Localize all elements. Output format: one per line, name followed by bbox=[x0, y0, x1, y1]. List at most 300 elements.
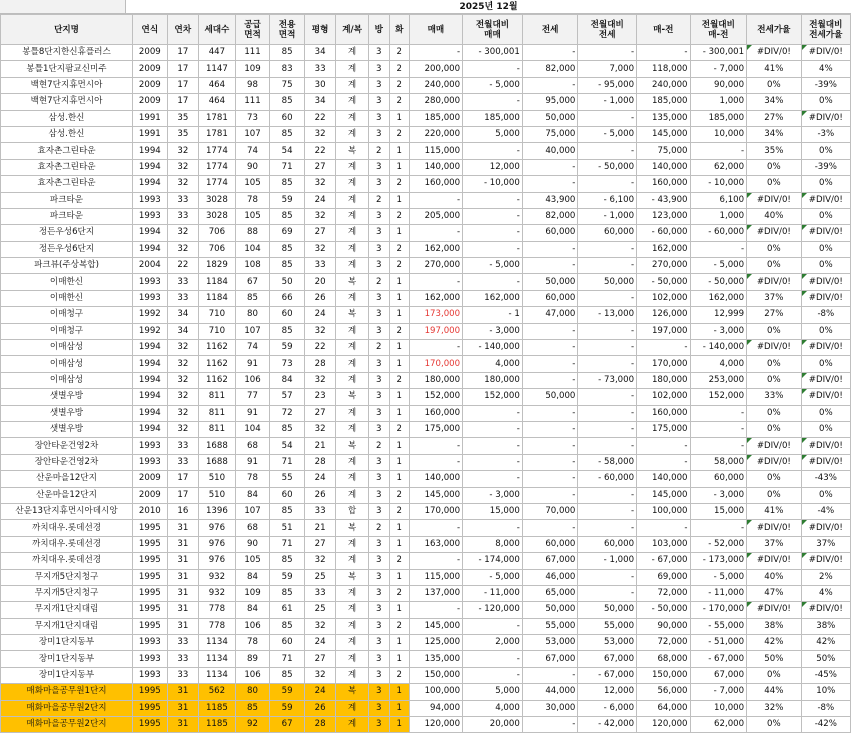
table-cell[interactable]: 계 bbox=[336, 356, 368, 372]
table-cell[interactable]: 84 bbox=[235, 487, 270, 503]
table-cell[interactable]: 2 bbox=[368, 438, 389, 454]
table-cell[interactable]: 2% bbox=[801, 569, 850, 585]
table-cell[interactable]: #DIV/0! bbox=[801, 372, 850, 388]
table-cell[interactable]: 82,000 bbox=[522, 208, 578, 224]
table-cell[interactable]: - 7,000 bbox=[690, 684, 747, 700]
table-cell[interactable]: -39% bbox=[801, 77, 850, 93]
table-cell[interactable]: 1 bbox=[389, 717, 409, 733]
column-header[interactable]: 매매 bbox=[409, 15, 462, 45]
table-cell[interactable]: 75,000 bbox=[637, 143, 690, 159]
complex-name-cell[interactable]: 무지개1단지대림 bbox=[1, 602, 133, 618]
table-cell[interactable]: #DIV/0! bbox=[801, 389, 850, 405]
table-cell[interactable]: 90,000 bbox=[637, 618, 690, 634]
table-cell[interactable]: 계 bbox=[336, 192, 368, 208]
table-cell[interactable]: 162,000 bbox=[463, 290, 523, 306]
table-cell[interactable]: 60 bbox=[270, 635, 305, 651]
table-cell[interactable]: 106 bbox=[235, 667, 270, 683]
table-cell[interactable]: 2 bbox=[389, 208, 409, 224]
table-cell[interactable]: - 11,000 bbox=[463, 585, 523, 601]
table-cell[interactable]: 1 bbox=[389, 635, 409, 651]
complex-name-cell[interactable]: 이매삼성 bbox=[1, 372, 133, 388]
table-cell[interactable]: 1 bbox=[389, 159, 409, 175]
table-cell[interactable]: 84 bbox=[270, 372, 305, 388]
table-cell[interactable]: 33 bbox=[304, 503, 335, 519]
table-cell[interactable]: 10,000 bbox=[690, 126, 747, 142]
table-cell[interactable]: -39% bbox=[801, 159, 850, 175]
table-cell[interactable]: 1147 bbox=[199, 61, 236, 77]
table-cell[interactable]: 68,000 bbox=[637, 651, 690, 667]
table-cell[interactable]: 0% bbox=[801, 208, 850, 224]
table-cell[interactable]: - bbox=[463, 225, 523, 241]
table-cell[interactable]: 0% bbox=[747, 487, 802, 503]
table-cell[interactable]: 8,000 bbox=[463, 536, 523, 552]
table-cell[interactable]: 1396 bbox=[199, 503, 236, 519]
table-cell[interactable]: 0% bbox=[747, 405, 802, 421]
table-cell[interactable]: 계 bbox=[336, 94, 368, 110]
table-cell[interactable]: 54 bbox=[270, 438, 305, 454]
table-cell[interactable]: 계 bbox=[336, 340, 368, 356]
table-cell[interactable]: - 51,000 bbox=[690, 635, 747, 651]
table-cell[interactable]: 계 bbox=[336, 208, 368, 224]
table-cell[interactable]: - bbox=[409, 520, 462, 536]
table-cell[interactable]: 3 bbox=[368, 405, 389, 421]
table-cell[interactable]: 0% bbox=[801, 258, 850, 274]
table-cell[interactable]: 2009 bbox=[133, 94, 168, 110]
table-cell[interactable]: 47,000 bbox=[522, 307, 578, 323]
column-header[interactable]: 매-전 bbox=[637, 15, 690, 45]
column-header[interactable]: 화 bbox=[389, 15, 409, 45]
table-cell[interactable]: #DIV/0! bbox=[747, 454, 802, 470]
table-cell[interactable]: - 60,000 bbox=[637, 225, 690, 241]
table-cell[interactable]: 계 bbox=[336, 717, 368, 733]
table-cell[interactable]: 27 bbox=[304, 159, 335, 175]
table-cell[interactable]: 67,000 bbox=[690, 667, 747, 683]
table-cell[interactable]: 계 bbox=[336, 45, 368, 61]
column-header[interactable]: 세대수 bbox=[199, 15, 236, 45]
table-cell[interactable]: 85 bbox=[270, 323, 305, 339]
table-cell[interactable]: 계 bbox=[336, 487, 368, 503]
table-cell[interactable]: 1995 bbox=[133, 618, 168, 634]
table-cell[interactable]: 175,000 bbox=[637, 421, 690, 437]
table-cell[interactable]: - bbox=[637, 45, 690, 61]
table-cell[interactable]: 12,000 bbox=[578, 684, 637, 700]
table-cell[interactable]: 4% bbox=[801, 61, 850, 77]
table-cell[interactable]: - bbox=[463, 94, 523, 110]
table-cell[interactable]: 89 bbox=[235, 651, 270, 667]
table-cell[interactable]: - 55,000 bbox=[690, 618, 747, 634]
table-cell[interactable]: 43,900 bbox=[522, 192, 578, 208]
table-cell[interactable]: 42% bbox=[801, 635, 850, 651]
table-cell[interactable]: 811 bbox=[199, 389, 236, 405]
table-cell[interactable]: - bbox=[522, 454, 578, 470]
table-cell[interactable]: 37% bbox=[747, 290, 802, 306]
table-cell[interactable]: 31 bbox=[167, 602, 198, 618]
table-cell[interactable]: 복 bbox=[336, 438, 368, 454]
complex-name-cell[interactable]: 파크뷰(주상복합) bbox=[1, 258, 133, 274]
table-cell[interactable]: 1134 bbox=[199, 635, 236, 651]
table-cell[interactable]: 118,000 bbox=[637, 61, 690, 77]
table-cell[interactable]: 1 bbox=[389, 192, 409, 208]
table-cell[interactable]: 91 bbox=[235, 356, 270, 372]
table-cell[interactable]: 65,000 bbox=[522, 585, 578, 601]
table-cell[interactable]: 32 bbox=[304, 176, 335, 192]
table-cell[interactable]: 1162 bbox=[199, 356, 236, 372]
table-cell[interactable]: 115,000 bbox=[409, 143, 462, 159]
table-cell[interactable]: -8% bbox=[801, 700, 850, 716]
table-cell[interactable]: 185,000 bbox=[690, 110, 747, 126]
table-cell[interactable]: 1 bbox=[389, 225, 409, 241]
table-cell[interactable]: 108 bbox=[235, 258, 270, 274]
table-cell[interactable]: 67,000 bbox=[522, 651, 578, 667]
table-cell[interactable]: 67 bbox=[235, 274, 270, 290]
table-cell[interactable]: 32 bbox=[167, 159, 198, 175]
table-cell[interactable]: 복 bbox=[336, 520, 368, 536]
table-cell[interactable]: 1993 bbox=[133, 635, 168, 651]
complex-name-cell[interactable]: 이매삼성 bbox=[1, 356, 133, 372]
table-cell[interactable]: - 11,000 bbox=[690, 585, 747, 601]
table-cell[interactable]: 3 bbox=[368, 389, 389, 405]
table-cell[interactable]: 75,000 bbox=[522, 126, 578, 142]
table-cell[interactable]: 복 bbox=[336, 143, 368, 159]
table-cell[interactable]: 140,000 bbox=[637, 159, 690, 175]
table-cell[interactable]: 175,000 bbox=[409, 421, 462, 437]
table-cell[interactable]: - 67,000 bbox=[578, 667, 637, 683]
table-cell[interactable]: 32 bbox=[167, 421, 198, 437]
table-cell[interactable]: 60 bbox=[270, 307, 305, 323]
table-cell[interactable]: 32 bbox=[167, 340, 198, 356]
table-cell[interactable]: - bbox=[690, 520, 747, 536]
table-cell[interactable]: - bbox=[409, 553, 462, 569]
complex-name-cell[interactable]: 산운마을12단지 bbox=[1, 487, 133, 503]
table-cell[interactable]: 3 bbox=[368, 307, 389, 323]
table-cell[interactable]: 180,000 bbox=[409, 372, 462, 388]
table-cell[interactable]: 31 bbox=[167, 684, 198, 700]
table-cell[interactable]: 32 bbox=[167, 389, 198, 405]
complex-name-cell[interactable]: 장안타운건영2차 bbox=[1, 454, 133, 470]
table-cell[interactable]: #DIV/0! bbox=[801, 274, 850, 290]
table-cell[interactable]: - bbox=[463, 405, 523, 421]
table-cell[interactable]: 84 bbox=[235, 602, 270, 618]
table-cell[interactable]: 33 bbox=[167, 290, 198, 306]
table-cell[interactable]: 복 bbox=[336, 389, 368, 405]
table-cell[interactable]: 1992 bbox=[133, 323, 168, 339]
table-cell[interactable]: 145,000 bbox=[409, 487, 462, 503]
table-cell[interactable]: 계 bbox=[336, 635, 368, 651]
table-cell[interactable]: 111 bbox=[235, 94, 270, 110]
table-cell[interactable]: 85 bbox=[270, 258, 305, 274]
table-cell[interactable]: 2 bbox=[389, 667, 409, 683]
table-cell[interactable]: - bbox=[522, 45, 578, 61]
table-cell[interactable]: 1162 bbox=[199, 340, 236, 356]
table-cell[interactable]: 1993 bbox=[133, 192, 168, 208]
table-cell[interactable]: - bbox=[463, 471, 523, 487]
table-cell[interactable]: 1184 bbox=[199, 274, 236, 290]
table-cell[interactable]: #DIV/0! bbox=[747, 438, 802, 454]
table-cell[interactable]: 계 bbox=[336, 290, 368, 306]
table-cell[interactable]: 1 bbox=[389, 700, 409, 716]
table-cell[interactable]: 1995 bbox=[133, 602, 168, 618]
complex-name-cell[interactable]: 샛별우방 bbox=[1, 405, 133, 421]
table-cell[interactable]: 180,000 bbox=[463, 372, 523, 388]
table-cell[interactable]: 85 bbox=[270, 176, 305, 192]
table-cell[interactable]: 85 bbox=[270, 618, 305, 634]
table-cell[interactable]: 34 bbox=[167, 323, 198, 339]
table-cell[interactable]: - bbox=[522, 241, 578, 257]
complex-name-cell[interactable]: 산운13단지휴먼시아데시앙 bbox=[1, 503, 133, 519]
table-cell[interactable]: 1688 bbox=[199, 438, 236, 454]
table-cell[interactable]: 135,000 bbox=[409, 651, 462, 667]
table-cell[interactable]: 30,000 bbox=[522, 700, 578, 716]
table-cell[interactable]: 1994 bbox=[133, 421, 168, 437]
table-cell[interactable]: - 173,000 bbox=[690, 553, 747, 569]
table-cell[interactable]: 계 bbox=[336, 585, 368, 601]
table-cell[interactable]: #DIV/0! bbox=[747, 553, 802, 569]
column-header[interactable]: 전월대비 전세 bbox=[578, 15, 637, 45]
table-cell[interactable]: - bbox=[463, 208, 523, 224]
table-cell[interactable]: - 140,000 bbox=[463, 340, 523, 356]
table-cell[interactable]: #DIV/0! bbox=[801, 553, 850, 569]
table-cell[interactable]: - 300,001 bbox=[463, 45, 523, 61]
table-cell[interactable]: - bbox=[409, 225, 462, 241]
table-cell[interactable]: 17 bbox=[167, 61, 198, 77]
table-cell[interactable]: 2 bbox=[368, 520, 389, 536]
table-cell[interactable]: 91 bbox=[235, 405, 270, 421]
table-cell[interactable]: 12,000 bbox=[463, 159, 523, 175]
table-cell[interactable]: 2 bbox=[389, 45, 409, 61]
table-cell[interactable]: 3 bbox=[368, 536, 389, 552]
table-cell[interactable]: - 60,000 bbox=[578, 471, 637, 487]
table-cell[interactable]: 71 bbox=[270, 536, 305, 552]
complex-name-cell[interactable]: 까치대우.롯데선경 bbox=[1, 553, 133, 569]
complex-name-cell[interactable]: 삼성.한신 bbox=[1, 126, 133, 142]
table-cell[interactable]: 0% bbox=[747, 372, 802, 388]
table-cell[interactable]: 932 bbox=[199, 585, 236, 601]
table-cell[interactable]: - bbox=[578, 258, 637, 274]
table-cell[interactable]: 85 bbox=[270, 553, 305, 569]
table-cell[interactable]: 185,000 bbox=[463, 110, 523, 126]
table-cell[interactable]: 2009 bbox=[133, 487, 168, 503]
table-cell[interactable]: 3 bbox=[368, 176, 389, 192]
table-cell[interactable]: - bbox=[409, 602, 462, 618]
table-cell[interactable]: 90 bbox=[235, 536, 270, 552]
table-cell[interactable]: - bbox=[522, 520, 578, 536]
table-cell[interactable]: 2009 bbox=[133, 471, 168, 487]
table-cell[interactable]: 41% bbox=[747, 503, 802, 519]
table-cell[interactable]: 계 bbox=[336, 110, 368, 126]
table-cell[interactable]: 15,000 bbox=[690, 503, 747, 519]
table-cell[interactable]: 111 bbox=[235, 45, 270, 61]
table-cell[interactable]: 7,000 bbox=[578, 61, 637, 77]
table-cell[interactable]: 4% bbox=[801, 585, 850, 601]
table-cell[interactable]: 67,000 bbox=[578, 651, 637, 667]
table-cell[interactable]: - bbox=[578, 176, 637, 192]
table-cell[interactable]: 3 bbox=[368, 372, 389, 388]
table-cell[interactable]: - bbox=[463, 618, 523, 634]
table-cell[interactable]: 0% bbox=[801, 356, 850, 372]
table-cell[interactable]: - 3,000 bbox=[690, 323, 747, 339]
table-cell[interactable]: 69 bbox=[270, 225, 305, 241]
table-cell[interactable]: 1 bbox=[389, 405, 409, 421]
table-cell[interactable]: 33 bbox=[167, 192, 198, 208]
table-cell[interactable]: - 140,000 bbox=[690, 340, 747, 356]
table-cell[interactable]: 78 bbox=[235, 471, 270, 487]
table-cell[interactable]: 72,000 bbox=[637, 585, 690, 601]
table-cell[interactable]: 31 bbox=[167, 569, 198, 585]
table-cell[interactable]: 510 bbox=[199, 487, 236, 503]
table-cell[interactable]: 1 bbox=[389, 274, 409, 290]
table-cell[interactable]: 44% bbox=[747, 684, 802, 700]
table-cell[interactable]: 3 bbox=[368, 159, 389, 175]
table-cell[interactable]: 464 bbox=[199, 77, 236, 93]
table-cell[interactable]: 1 bbox=[389, 389, 409, 405]
table-cell[interactable]: 34% bbox=[747, 126, 802, 142]
table-cell[interactable]: 145,000 bbox=[637, 126, 690, 142]
column-header[interactable]: 전월대비 매매 bbox=[463, 15, 523, 45]
table-cell[interactable]: 1994 bbox=[133, 159, 168, 175]
table-cell[interactable]: 27 bbox=[304, 225, 335, 241]
table-cell[interactable]: 60,000 bbox=[522, 290, 578, 306]
table-cell[interactable]: 1 bbox=[389, 471, 409, 487]
table-cell[interactable]: 20,000 bbox=[463, 717, 523, 733]
table-cell[interactable]: 976 bbox=[199, 536, 236, 552]
table-cell[interactable]: 1994 bbox=[133, 356, 168, 372]
table-cell[interactable]: #DIV/0! bbox=[747, 192, 802, 208]
column-header[interactable]: 단지명 bbox=[1, 15, 133, 45]
table-cell[interactable]: 78 bbox=[235, 635, 270, 651]
table-cell[interactable]: - bbox=[690, 438, 747, 454]
table-cell[interactable]: 1994 bbox=[133, 405, 168, 421]
table-cell[interactable]: 1994 bbox=[133, 241, 168, 257]
table-cell[interactable]: 160,000 bbox=[637, 176, 690, 192]
table-cell[interactable]: 1993 bbox=[133, 290, 168, 306]
table-cell[interactable]: 0% bbox=[747, 471, 802, 487]
table-cell[interactable]: 34% bbox=[747, 94, 802, 110]
table-cell[interactable]: 150,000 bbox=[409, 667, 462, 683]
table-cell[interactable]: -45% bbox=[801, 667, 850, 683]
table-cell[interactable]: 135,000 bbox=[637, 110, 690, 126]
table-cell[interactable]: 38% bbox=[801, 618, 850, 634]
complex-name-cell[interactable]: 삼성.한신 bbox=[1, 110, 133, 126]
table-cell[interactable]: 0% bbox=[747, 421, 802, 437]
table-cell[interactable]: 1774 bbox=[199, 176, 236, 192]
table-cell[interactable]: -42% bbox=[801, 717, 850, 733]
table-cell[interactable]: 3 bbox=[368, 454, 389, 470]
table-cell[interactable]: - bbox=[463, 454, 523, 470]
table-cell[interactable]: - 3,000 bbox=[463, 487, 523, 503]
table-cell[interactable]: 60,000 bbox=[578, 536, 637, 552]
table-cell[interactable]: - bbox=[522, 372, 578, 388]
table-cell[interactable]: 27% bbox=[747, 110, 802, 126]
table-cell[interactable]: 계 bbox=[336, 421, 368, 437]
table-cell[interactable]: - 5,000 bbox=[463, 77, 523, 93]
table-cell[interactable]: - bbox=[409, 438, 462, 454]
table-cell[interactable]: - bbox=[522, 405, 578, 421]
table-cell[interactable]: 1993 bbox=[133, 274, 168, 290]
table-cell[interactable]: - 5,000 bbox=[578, 126, 637, 142]
table-cell[interactable]: 1 bbox=[389, 569, 409, 585]
table-cell[interactable]: 25 bbox=[304, 569, 335, 585]
table-cell[interactable]: 162,000 bbox=[637, 241, 690, 257]
table-cell[interactable]: 109 bbox=[235, 61, 270, 77]
column-header[interactable]: 계/복 bbox=[336, 15, 368, 45]
table-cell[interactable]: 152,000 bbox=[409, 389, 462, 405]
table-cell[interactable]: 1993 bbox=[133, 651, 168, 667]
table-cell[interactable]: 1994 bbox=[133, 225, 168, 241]
table-cell[interactable]: 32 bbox=[304, 323, 335, 339]
table-cell[interactable]: 270,000 bbox=[409, 258, 462, 274]
table-cell[interactable]: 복 bbox=[336, 569, 368, 585]
table-cell[interactable]: 50,000 bbox=[522, 389, 578, 405]
table-cell[interactable]: 62,000 bbox=[690, 159, 747, 175]
table-cell[interactable]: 3 bbox=[368, 208, 389, 224]
table-cell[interactable]: #DIV/0! bbox=[801, 520, 850, 536]
table-cell[interactable]: 1134 bbox=[199, 667, 236, 683]
table-cell[interactable]: 50,000 bbox=[578, 602, 637, 618]
table-cell[interactable]: - bbox=[578, 110, 637, 126]
table-cell[interactable]: 510 bbox=[199, 471, 236, 487]
table-cell[interactable]: 75 bbox=[270, 77, 305, 93]
table-cell[interactable]: - bbox=[463, 241, 523, 257]
table-cell[interactable]: 35 bbox=[167, 126, 198, 142]
table-cell[interactable]: 60,000 bbox=[522, 536, 578, 552]
table-cell[interactable]: 73 bbox=[270, 356, 305, 372]
table-cell[interactable]: 12,999 bbox=[690, 307, 747, 323]
table-cell[interactable]: - bbox=[463, 520, 523, 536]
table-cell[interactable]: 3 bbox=[368, 45, 389, 61]
table-cell[interactable]: - 6,100 bbox=[578, 192, 637, 208]
table-cell[interactable]: - bbox=[409, 454, 462, 470]
table-cell[interactable]: 1995 bbox=[133, 700, 168, 716]
table-cell[interactable]: 40,000 bbox=[522, 143, 578, 159]
table-cell[interactable]: 197,000 bbox=[637, 323, 690, 339]
table-cell[interactable]: 0% bbox=[747, 717, 802, 733]
table-cell[interactable]: 82,000 bbox=[522, 61, 578, 77]
table-cell[interactable]: 180,000 bbox=[637, 372, 690, 388]
table-cell[interactable]: 0% bbox=[747, 176, 802, 192]
table-cell[interactable]: 31 bbox=[167, 520, 198, 536]
table-cell[interactable]: 24 bbox=[304, 471, 335, 487]
table-cell[interactable]: 88 bbox=[235, 225, 270, 241]
table-cell[interactable]: 100,000 bbox=[637, 503, 690, 519]
table-cell[interactable]: 21 bbox=[304, 520, 335, 536]
table-cell[interactable]: #DIV/0! bbox=[801, 110, 850, 126]
table-cell[interactable]: 1 bbox=[389, 438, 409, 454]
table-cell[interactable]: 22 bbox=[304, 110, 335, 126]
table-cell[interactable]: 1994 bbox=[133, 176, 168, 192]
table-cell[interactable]: 21 bbox=[304, 438, 335, 454]
table-cell[interactable]: 33 bbox=[304, 61, 335, 77]
table-cell[interactable]: 1995 bbox=[133, 553, 168, 569]
table-cell[interactable]: 85 bbox=[270, 45, 305, 61]
table-cell[interactable]: 0% bbox=[747, 667, 802, 683]
table-cell[interactable]: 1 bbox=[389, 110, 409, 126]
table-cell[interactable]: 270,000 bbox=[637, 258, 690, 274]
table-cell[interactable]: 17 bbox=[167, 471, 198, 487]
table-cell[interactable]: 3 bbox=[368, 667, 389, 683]
table-cell[interactable]: 67,000 bbox=[522, 553, 578, 569]
table-cell[interactable]: 106 bbox=[235, 618, 270, 634]
table-cell[interactable]: 50,000 bbox=[578, 274, 637, 290]
table-cell[interactable]: - 50,000 bbox=[637, 602, 690, 618]
table-cell[interactable]: 1 bbox=[389, 290, 409, 306]
table-cell[interactable]: 55,000 bbox=[522, 618, 578, 634]
table-cell[interactable]: 22 bbox=[304, 340, 335, 356]
table-cell[interactable]: - bbox=[578, 569, 637, 585]
table-cell[interactable]: 2009 bbox=[133, 45, 168, 61]
table-cell[interactable]: - bbox=[522, 717, 578, 733]
table-cell[interactable]: - 300,001 bbox=[690, 45, 747, 61]
table-cell[interactable]: 64,000 bbox=[637, 700, 690, 716]
